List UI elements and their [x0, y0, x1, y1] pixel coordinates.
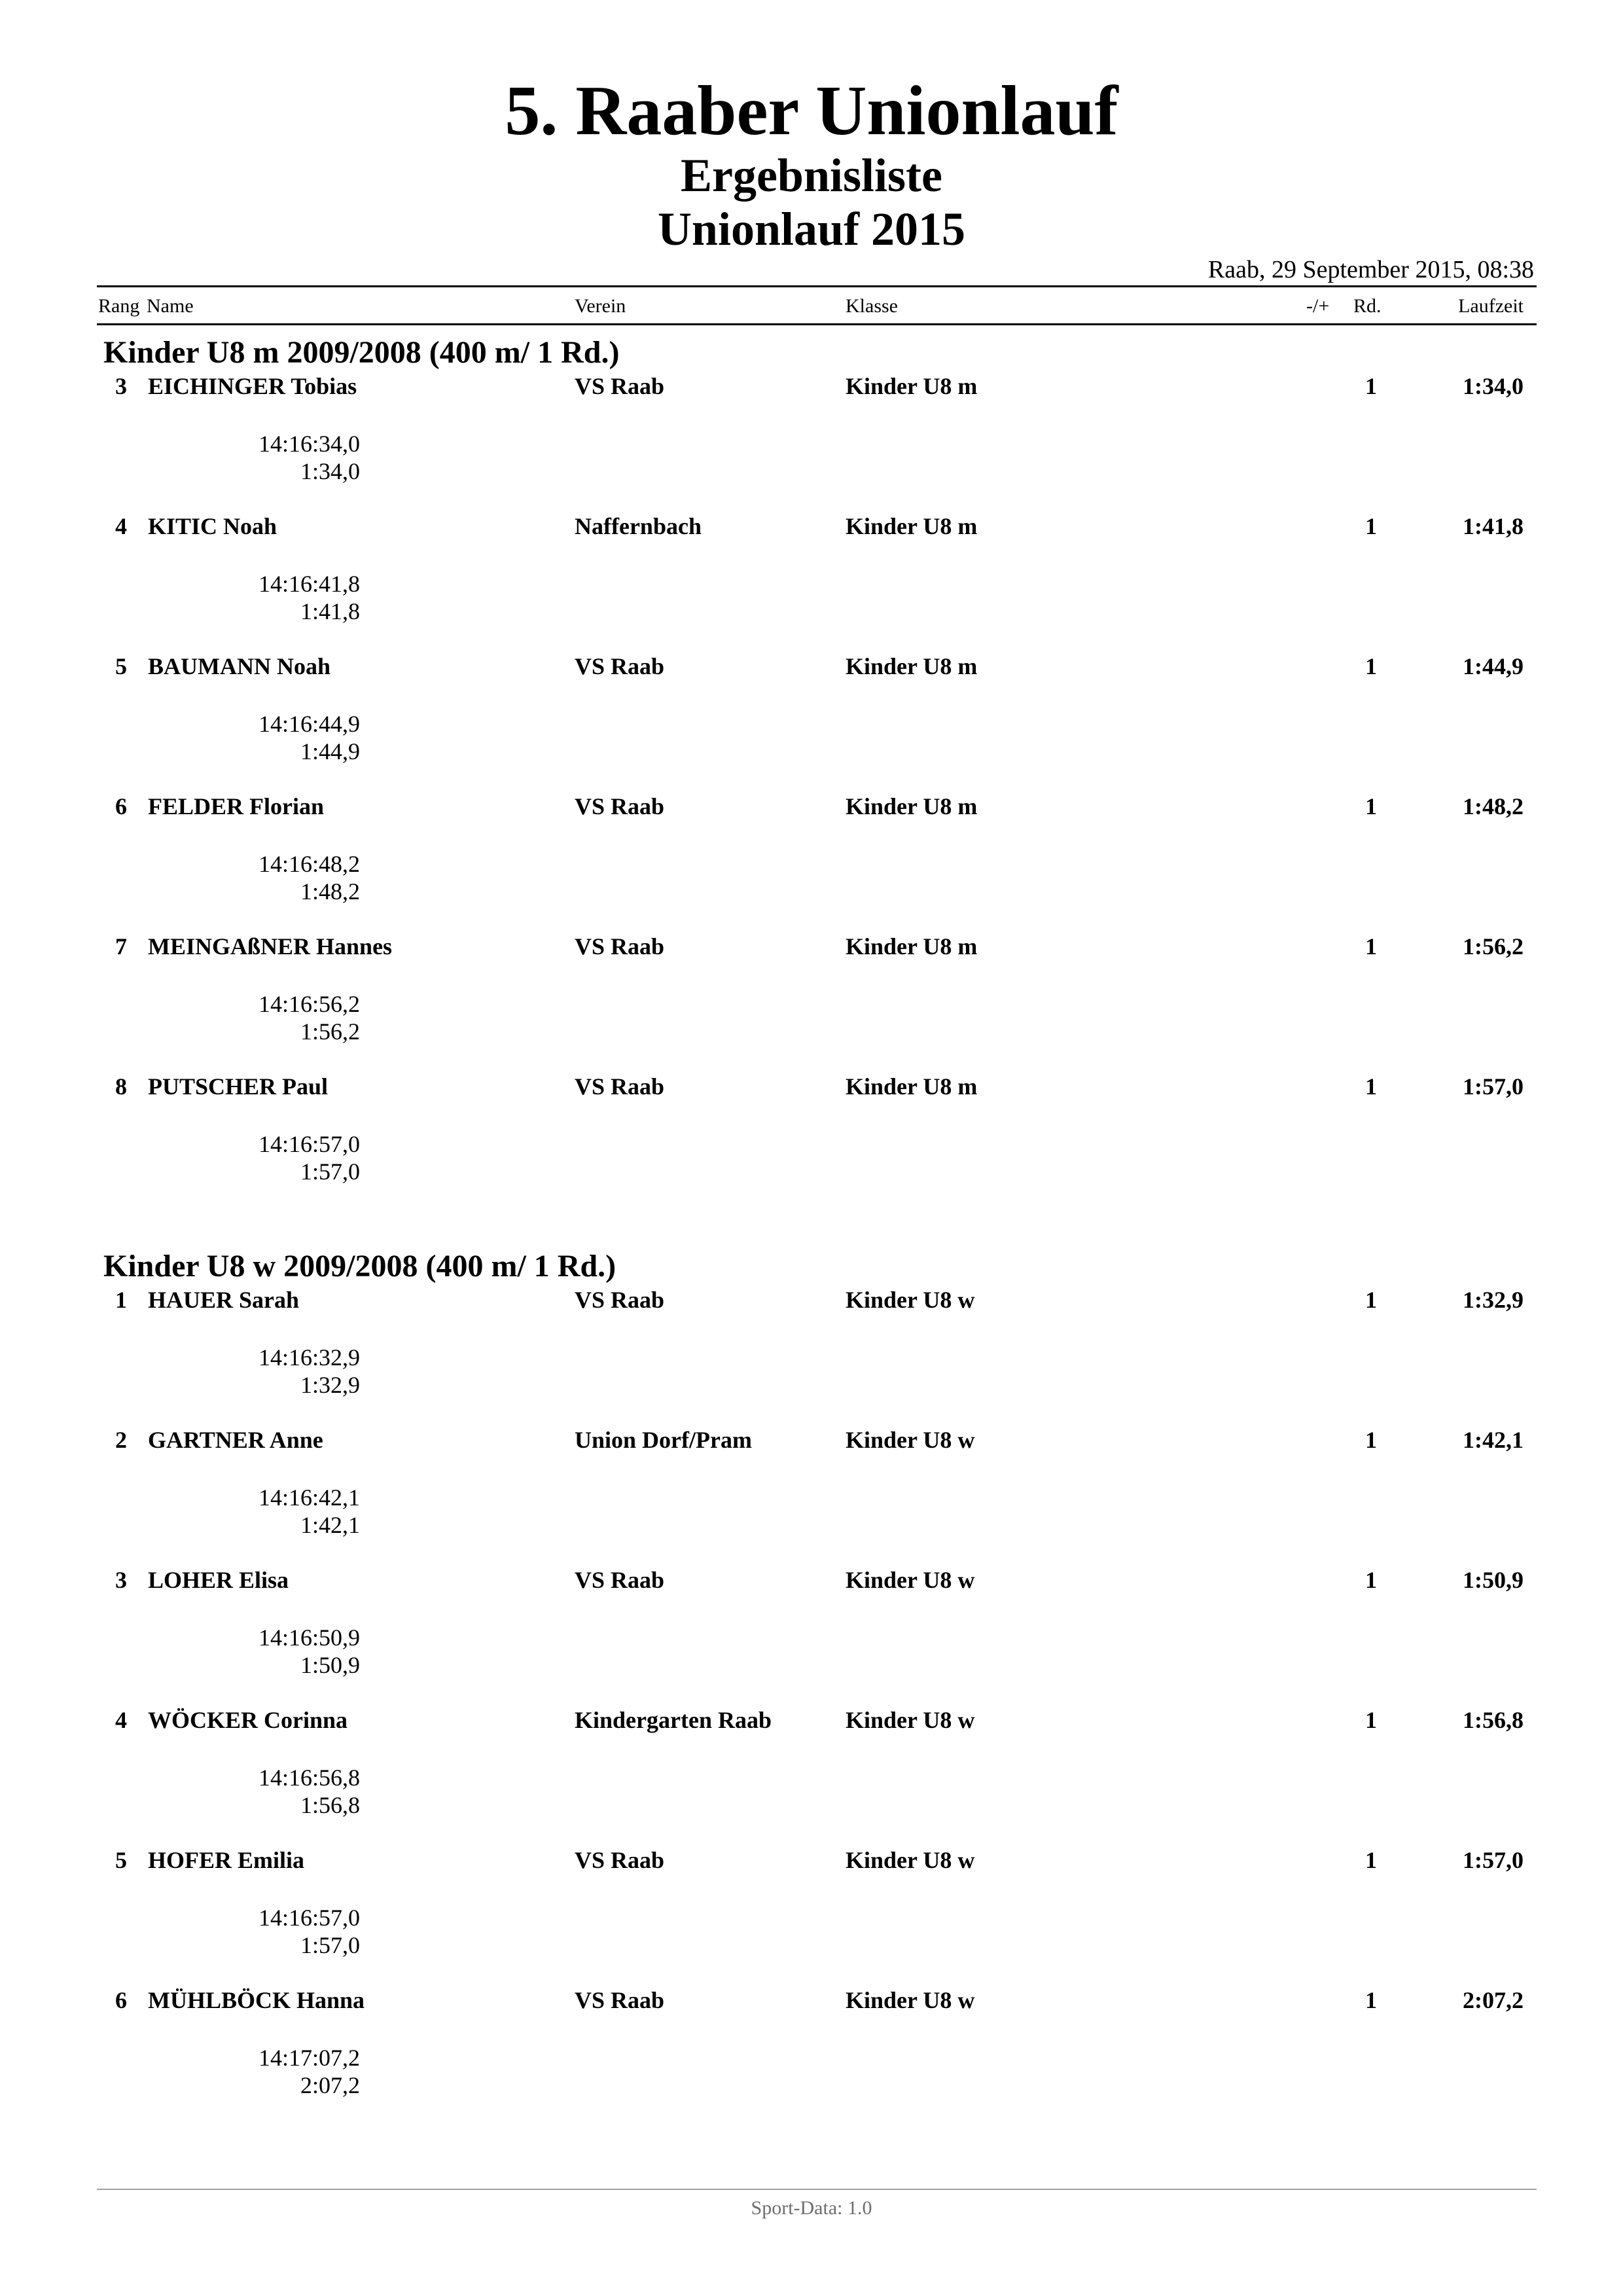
entry-club: VS Raab: [575, 1567, 665, 1593]
entry-name: HOFER Emilia: [148, 1847, 305, 1873]
entry-rounds: 1: [1365, 653, 1377, 679]
entry-class: Kinder U8 w: [846, 1287, 975, 1313]
result-entry: [0, 1987, 1623, 2127]
entry-club: VS Raab: [575, 1847, 665, 1873]
entry-clock: 14:16:48,2: [258, 851, 360, 877]
entry-club: Kindergarten Raab: [575, 1707, 772, 1733]
entry-rank: 7: [115, 933, 127, 960]
entry-split: 1:32,9: [300, 1372, 360, 1398]
entry-split: 1:41,8: [300, 598, 360, 624]
entry-class: Kinder U8 w: [846, 1707, 975, 1733]
column-header-name: Name: [147, 295, 194, 317]
entry-time: 1:48,2: [1463, 793, 1524, 819]
entry-club: Union Dorf/Pram: [575, 1427, 752, 1453]
result-entry: [0, 653, 1623, 793]
entry-class: Kinder U8 w: [846, 1567, 975, 1593]
entry-class: Kinder U8 m: [846, 513, 978, 539]
page-subtitle: Ergebnisliste: [680, 149, 942, 202]
entry-name: WÖCKER Corinna: [148, 1707, 348, 1733]
entry-rounds: 1: [1365, 1847, 1377, 1873]
entry-split: 1:44,9: [300, 738, 360, 764]
entry-split: 1:34,0: [300, 458, 360, 484]
entry-rank: 3: [115, 373, 127, 399]
entry-name: HAUER Sarah: [148, 1287, 300, 1313]
entry-time: 1:57,0: [1463, 1073, 1524, 1100]
entry-class: Kinder U8 m: [846, 653, 978, 679]
entry-class: Kinder U8 m: [846, 1073, 978, 1100]
entry-time: 1:50,9: [1463, 1567, 1524, 1593]
entry-time: 1:34,0: [1463, 373, 1524, 399]
entry-rounds: 1: [1365, 933, 1377, 960]
entry-name: KITIC Noah: [148, 513, 277, 539]
result-entry: [0, 1287, 1623, 1427]
entry-rank: 2: [115, 1427, 127, 1453]
entry-name: GARTNER Anne: [148, 1427, 323, 1453]
entry-rank: 6: [115, 793, 127, 819]
entry-rank: 8: [115, 1073, 127, 1100]
entry-time: 1:42,1: [1463, 1427, 1524, 1453]
footer-rule: [97, 2189, 1537, 2190]
entry-name: MÜHLBÖCK Hanna: [148, 1987, 365, 2013]
entry-class: Kinder U8 w: [846, 1847, 975, 1873]
header-top-rule: [97, 285, 1537, 287]
entry-split: 2:07,2: [300, 2072, 360, 2098]
entry-class: Kinder U8 m: [846, 793, 978, 819]
entry-rounds: 1: [1365, 373, 1377, 399]
entry-clock: 14:16:41,8: [258, 571, 360, 597]
column-header-rang: Rang: [98, 295, 140, 317]
entry-time: 2:07,2: [1463, 1987, 1524, 2013]
event-title: Unionlauf 2015: [657, 203, 966, 255]
entry-clock: 14:16:42,1: [258, 1484, 360, 1511]
entry-clock: 14:16:32,9: [258, 1344, 360, 1371]
entry-time: 1:41,8: [1463, 513, 1524, 539]
entry-clock: 14:16:44,9: [258, 711, 360, 737]
entry-rounds: 1: [1365, 1287, 1377, 1313]
entry-clock: 14:16:50,9: [258, 1624, 360, 1651]
entry-club: VS Raab: [575, 933, 665, 960]
column-header-laufzeit: Laufzeit: [1458, 295, 1524, 317]
entry-name: BAUMANN Noah: [148, 653, 330, 679]
entry-rounds: 1: [1365, 1987, 1377, 2013]
column-header-verein: Verein: [575, 295, 626, 317]
entry-clock: 14:16:34,0: [258, 431, 360, 457]
entry-name: FELDER Florian: [148, 793, 325, 819]
report-datetime: Raab, 29 September 2015, 08:38: [1207, 256, 1534, 283]
entry-clock: 14:16:56,8: [258, 1765, 360, 1791]
column-header-plusminus: -/+: [1306, 295, 1330, 317]
entry-club: VS Raab: [575, 653, 665, 679]
entry-rank: 1: [115, 1287, 127, 1313]
result-entry: [0, 1567, 1623, 1707]
column-header-rd: Rd.: [1353, 295, 1382, 317]
entry-clock: 14:16:56,2: [258, 991, 360, 1017]
entry-class: Kinder U8 m: [846, 373, 978, 399]
section-title-u8w: Kinder U8 w 2009/2008 (400 m/ 1 Rd.): [103, 1249, 616, 1283]
entry-club: VS Raab: [575, 793, 665, 819]
entry-split: 1:56,2: [300, 1018, 360, 1045]
entry-club: VS Raab: [575, 1987, 665, 2013]
entry-rank: 5: [115, 653, 127, 679]
entry-club: VS Raab: [575, 1287, 665, 1313]
entry-split: 1:57,0: [300, 1158, 360, 1185]
entry-split: 1:42,1: [300, 1512, 360, 1538]
result-entry: [0, 1073, 1623, 1213]
result-entry: [0, 793, 1623, 933]
result-list-u8m: [0, 373, 1623, 1213]
entry-rounds: 1: [1365, 793, 1377, 819]
entry-name: MEINGAßNER Hannes: [148, 933, 393, 960]
column-header-klasse: Klasse: [846, 295, 898, 317]
result-list-u8w: [0, 1287, 1623, 2127]
entry-club: VS Raab: [575, 373, 665, 399]
entry-time: 1:44,9: [1463, 653, 1524, 679]
entry-split: 1:57,0: [300, 1932, 360, 1958]
entry-rank: 5: [115, 1847, 127, 1873]
entry-rank: 3: [115, 1567, 127, 1593]
entry-split: 1:56,8: [300, 1792, 360, 1818]
entry-split: 1:50,9: [300, 1652, 360, 1678]
entry-rounds: 1: [1365, 1073, 1377, 1100]
entry-time: 1:32,9: [1463, 1287, 1524, 1313]
section-title-u8m: Kinder U8 m 2009/2008 (400 m/ 1 Rd.): [103, 335, 620, 370]
entry-clock: 14:16:57,0: [258, 1905, 360, 1931]
entry-clock: 14:17:07,2: [258, 2045, 360, 2071]
entry-rounds: 1: [1365, 1567, 1377, 1593]
header-bottom-rule: [97, 323, 1537, 325]
result-entry: [0, 513, 1623, 653]
entry-name: PUTSCHER Paul: [148, 1073, 329, 1100]
entry-rank: 6: [115, 1987, 127, 2013]
result-entry: [0, 373, 1623, 513]
entry-rank: 4: [115, 513, 127, 539]
entry-time: 1:57,0: [1463, 1847, 1524, 1873]
entry-split: 1:48,2: [300, 878, 360, 905]
result-entry: [0, 1847, 1623, 1987]
footer-text: Sport-Data: 1.0: [751, 2197, 872, 2219]
entry-name: EICHINGER Tobias: [148, 373, 357, 399]
entry-rounds: 1: [1365, 1427, 1377, 1453]
entry-rounds: 1: [1365, 1707, 1377, 1733]
entry-club: VS Raab: [575, 1073, 665, 1100]
entry-clock: 14:16:57,0: [258, 1131, 360, 1157]
entry-rounds: 1: [1365, 513, 1377, 539]
entry-club: Naffernbach: [575, 513, 702, 539]
entry-class: Kinder U8 w: [846, 1987, 975, 2013]
entry-name: LOHER Elisa: [148, 1567, 289, 1593]
entry-class: Kinder U8 m: [846, 933, 978, 960]
entry-time: 1:56,8: [1463, 1707, 1524, 1733]
page-title: 5. Raaber Unionlauf: [505, 72, 1118, 150]
entry-rank: 4: [115, 1707, 127, 1733]
result-entry: [0, 1707, 1623, 1847]
entry-class: Kinder U8 w: [846, 1427, 975, 1453]
result-entry: [0, 1427, 1623, 1567]
result-entry: [0, 933, 1623, 1073]
entry-time: 1:56,2: [1463, 933, 1524, 960]
